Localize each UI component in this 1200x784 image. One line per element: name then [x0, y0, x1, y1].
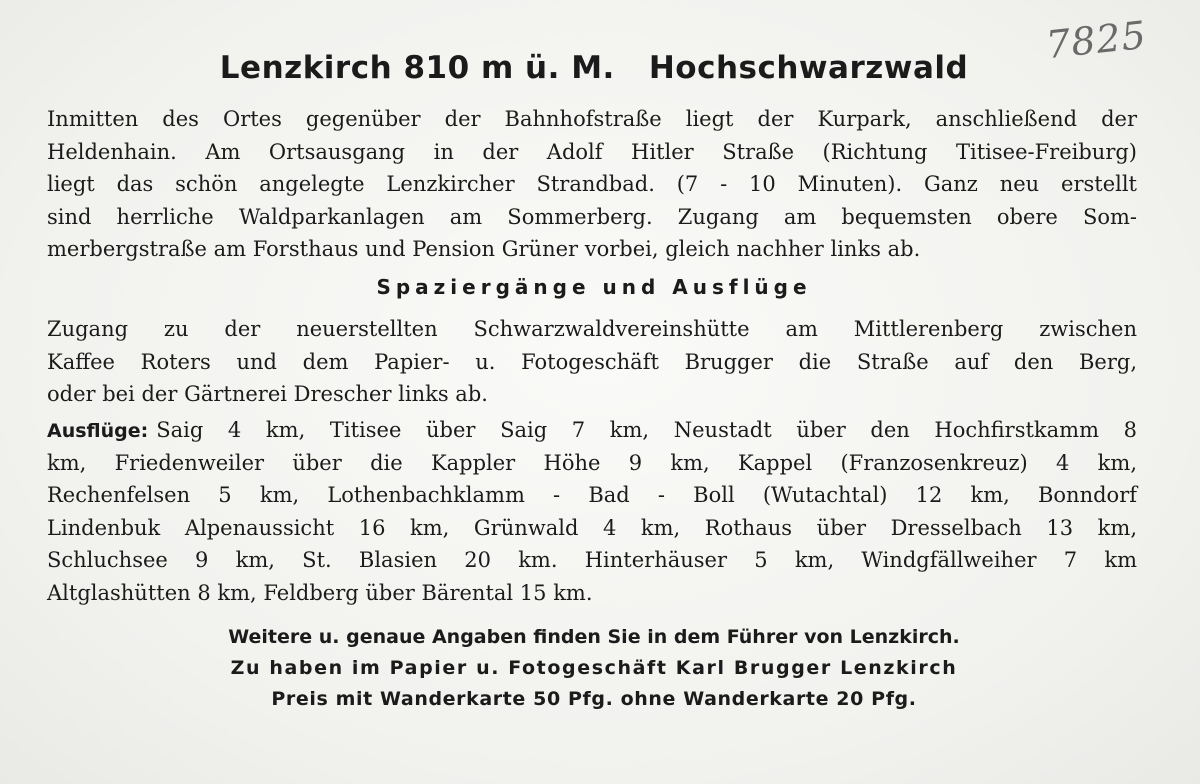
walks-line: Kaffee Roters und dem Papier- u. Fotogeschäft Brugger die Straße auf den Berg,: [47, 349, 1137, 374]
page-title: [0, 50, 1188, 86]
excursions-text: Saig 4 km, Titisee über Saig 7 km, Neustadt über den Hochfirstkamm 8: [156, 418, 1137, 442]
intro-paragraph: [47, 103, 1137, 266]
footer-line: Weitere u. genaue Angaben finden Sie in dem Führer von Lenzkirch.: [228, 626, 960, 648]
section-heading: Spaziergänge und Ausflüge: [376, 275, 812, 299]
handwritten-number: 7825: [1043, 12, 1149, 68]
excursions-paragraph: [47, 414, 1137, 609]
footer-line: Preis mit Wanderkarte 50 Pfg. ohne Wanderkarte 20 Pfg.: [271, 688, 917, 710]
excursions-line: Altglashütten 8 km, Feldberg über Bärental 15 km.: [47, 580, 593, 605]
excursions-line: Schluchsee 9 km, St. Blasien 20 km. Hinterhäuser 5 km, Windgfällweiher 7 km: [47, 548, 1137, 572]
intro-line: merbergstraße am Forsthaus und Pension Grüner vorbei, gleich nachher links ab.: [47, 237, 921, 261]
walks-line: Zugang zu der neuerstellten Schwarzwaldvereinshütte am Mittlerenberg zwischen: [47, 317, 1137, 341]
footer-notice: [0, 622, 1188, 715]
intro-line: liegt das schön angelegte Lenzkircher Strandbad. (7 - 10 Minuten). Ganz neu erstellt: [47, 172, 1137, 196]
intro-line: Inmitten des Ortes gegenüber der Bahnhofstraße liegt der Kurpark, anschließend der: [47, 107, 1137, 131]
excursions-line: km, Friedenweiler über die Kappler Höhe 9 km, Kappel (Franzosenkreuz) 4 km,: [47, 450, 1137, 475]
title-region: Hochschwarzwald: [648, 50, 969, 86]
intro-line: sind herrliche Waldparkanlagen am Sommerberg. Zugang am bequemsten obere Som-: [47, 204, 1137, 229]
excursions-label: Ausflüge:: [47, 420, 149, 442]
excursions-line: [47, 414, 1137, 447]
excursions-line: Rechenfelsen 5 km, Lothenbachklamm - Bad - Boll (Wutachtal) 12 km, Bonndorf: [47, 483, 1137, 507]
title-place: Lenzkirch 810 m ü. M.: [219, 50, 615, 86]
walks-paragraph: [47, 313, 1137, 411]
walks-line: oder bei der Gärtnerei Drescher links ab.: [47, 382, 488, 406]
intro-line: Heldenhain. Am Ortsausgang in der Adolf Hitler Straße (Richtung Titisee-Freiburg): [47, 139, 1137, 164]
excursions-line: Lindenbuk Alpenaussicht 16 km, Grünwald 4 km, Rothaus über Dresselbach 13 km,: [47, 515, 1137, 540]
footer-line: Zu haben im Papier u. Fotogeschäft Karl Brugger Lenzkirch: [230, 657, 958, 679]
